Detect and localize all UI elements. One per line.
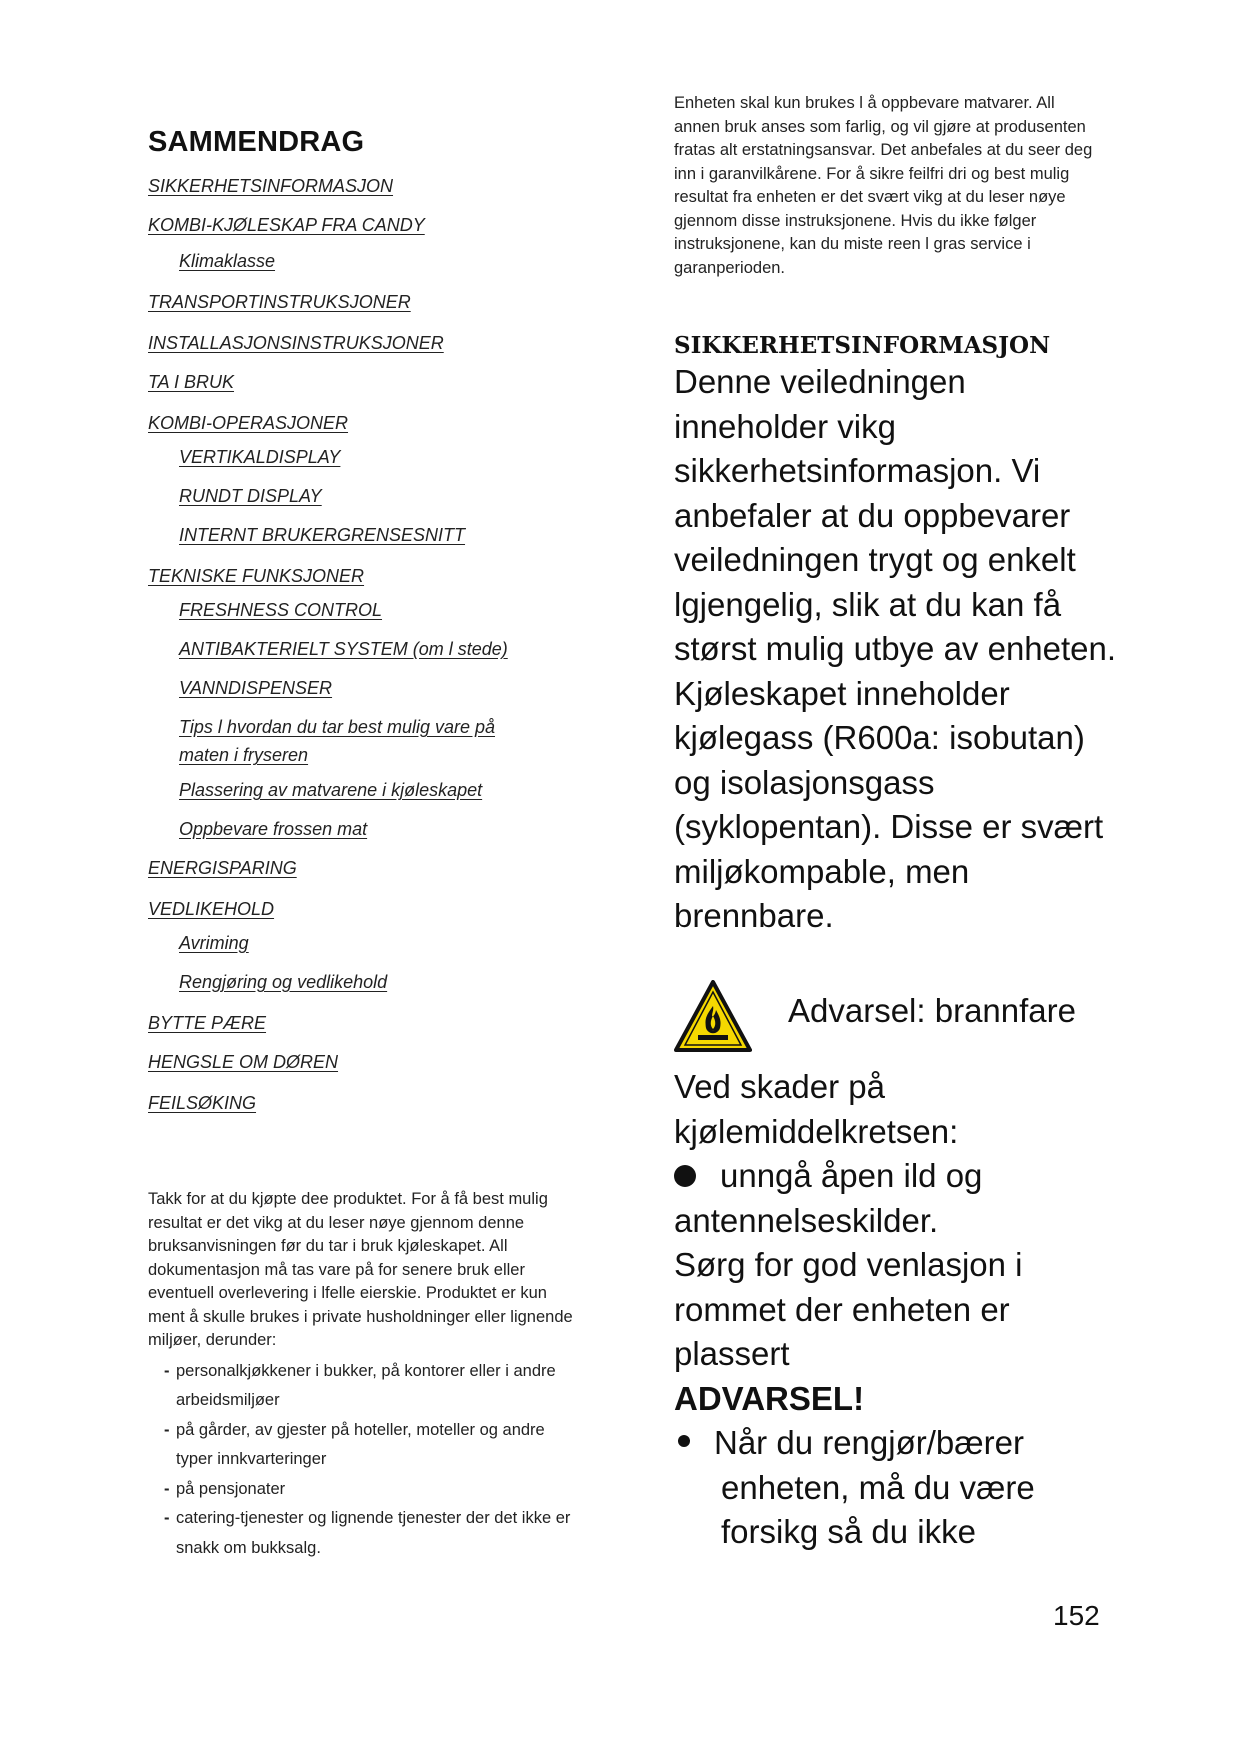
toc-item-ta-i-bruk[interactable]: TA I BRUK	[148, 372, 235, 392]
list-item: - personalkjøkkener i bukker, på kontorer eller i andre arbeidsmiljøer	[164, 1361, 556, 1409]
toc-item-hengsle-om-doren[interactable]: HENGSLE OM DØREN	[148, 1052, 339, 1072]
toc-item-kombi-kjoleskap[interactable]: KOMBI-KJØLESKAP FRA CANDY	[148, 215, 425, 235]
list-item: - på gårder, av gjester på hoteller, moteller og andre typer innkvarteringer	[164, 1420, 545, 1468]
usage-paragraph: Enheten skal kun brukes l å oppbevare matvarer. All annen bruk anses som farlig, og vil gjøre at produsenten fratas alt erstatningsansvar. Det anbefales at du seer deg inn i garanvilkårene. For å sikre feilfri dri og best mulig resultat fra enheten er det svært vikg at du leser nøye gjennom disse instruksjonene. Hvis du ikke følger instruksjonene, kan du miste reen l gras service i garanperioden.	[674, 94, 1093, 277]
toc-item-oppbevare-frossen-mat[interactable]: Oppbevare frossen mat	[179, 819, 368, 839]
toc-item-bytte-paere[interactable]: BYTTE PÆRE	[148, 1013, 267, 1033]
damage-text-block	[674, 1065, 1124, 1555]
toc-item-tekniske-funksjoner[interactable]: TEKNISKE FUNKSJONER	[148, 566, 365, 586]
cleaning-bullet-continued: enheten, må du være forsikg så du ikke	[721, 1468, 1035, 1550]
safety-heading: SIKKERHETSINFORMASJON	[674, 332, 1051, 359]
toc-item-rundt-display[interactable]: RUNDT DISPLAY	[179, 486, 322, 506]
toc-item-rengjoring-vedlikehold[interactable]: Rengjøring og vedlikehold	[179, 972, 388, 992]
list-item: - catering-tjenester og lignende tjenester der det ikke er snakk om bukksalg.	[164, 1509, 571, 1557]
safety-paragraph: Denne veiledningen inneholder vikg sikkerhetsinformasjon. Vi anbefaler at du oppbevarer veiledningen trygt og enkelt lgjengelig, slik at du kan få størst mulig utbye av enheten.	[674, 363, 1117, 667]
usage-list	[148, 1357, 578, 1564]
damage-bullet: unngå åpen ild og antennelseskilder.	[674, 1157, 983, 1239]
toc-item-plassering-matvarene[interactable]: Plassering av matvarene i kjøleskapet	[179, 780, 483, 800]
page-number: 152	[1053, 1600, 1100, 1631]
toc-item-transportinstruksjoner[interactable]: TRANSPORTINSTRUKSJONER	[148, 292, 411, 312]
toc-item-vanndispenser[interactable]: VANNDISPENSER	[179, 678, 333, 698]
refrigerant-paragraph: Kjøleskapet inneholder kjølegass (R600a: isobutan) og isolasjonsgass (syklopentan). Disse er svært miljøkompable, men brennbare.	[674, 674, 1104, 934]
toc-item-avriming[interactable]: Avriming	[179, 933, 249, 953]
intro-section	[148, 1188, 578, 1563]
fire-warning-label: Advarsel: brannfare	[788, 992, 1076, 1029]
advarsel-heading: ADVARSEL!	[674, 1379, 865, 1417]
flammable-warning-icon	[674, 980, 752, 1052]
intro-paragraph: Takk for at du kjøpte dee produktet. For å få best mulig resultat er det vikg at du leser nøye gjennom denne bruksanvisningen før du tar i bruk kjøleskapet. All dokumentasjon må tas vare på for senere bruk eller eventuell overlevering i lfelle eierskie. Produktet er kun ment å skulle brukes i private husholdninger eller lignende miljøer, derunder:	[148, 1190, 573, 1349]
toc-item-internt-brukergrensesnitt[interactable]: INTERNT BRUKERGRENSESNITT	[179, 525, 466, 545]
bullet-icon	[674, 1165, 696, 1187]
toc-item-installasjonsinstruksjoner[interactable]: INSTALLASJONSINSTRUKSJONER	[148, 333, 444, 353]
toc-item-klimaklasse[interactable]: Klimaklasse	[179, 251, 276, 271]
toc-item-sikkerhetsinformasjon[interactable]: SIKKERHETSINFORMASJON	[148, 176, 394, 196]
toc-item-freshness-control[interactable]: FRESHNESS CONTROL	[179, 600, 383, 620]
toc-item-vedlikehold[interactable]: VEDLIKEHOLD	[148, 899, 275, 919]
cleaning-bullet: Når du rengjør/bærer	[674, 1421, 1124, 1466]
toc-item-feilsoking[interactable]: FEILSØKING	[148, 1093, 257, 1113]
toc-title: SAMMENDRAG	[148, 126, 365, 158]
toc-item-tips-fryseren[interactable]: Tips l hvordan du tar best mulig vare på maten i fryseren	[179, 717, 496, 765]
toc-item-antibakterielt-system[interactable]: ANTIBAKTERIELT SYSTEM (om l stede)	[179, 639, 508, 659]
toc-item-kombi-operasjoner[interactable]: KOMBI-OPERASJONER	[148, 413, 349, 433]
safety-text-block	[674, 360, 1124, 939]
ventilation-text: Sørg for god venlasjon i rommet der enheten er plassert	[674, 1246, 1023, 1372]
damage-intro: Ved skader på kjølemiddelkretsen:	[674, 1068, 959, 1150]
toc-item-energisparing[interactable]: ENERGISPARING	[148, 858, 297, 878]
toc-item-vertikaldisplay[interactable]: VERTIKALDISPLAY	[179, 447, 341, 467]
list-item: - på pensjonater	[164, 1479, 286, 1498]
fire-warning	[674, 980, 1124, 1052]
bullet-icon	[678, 1435, 690, 1447]
